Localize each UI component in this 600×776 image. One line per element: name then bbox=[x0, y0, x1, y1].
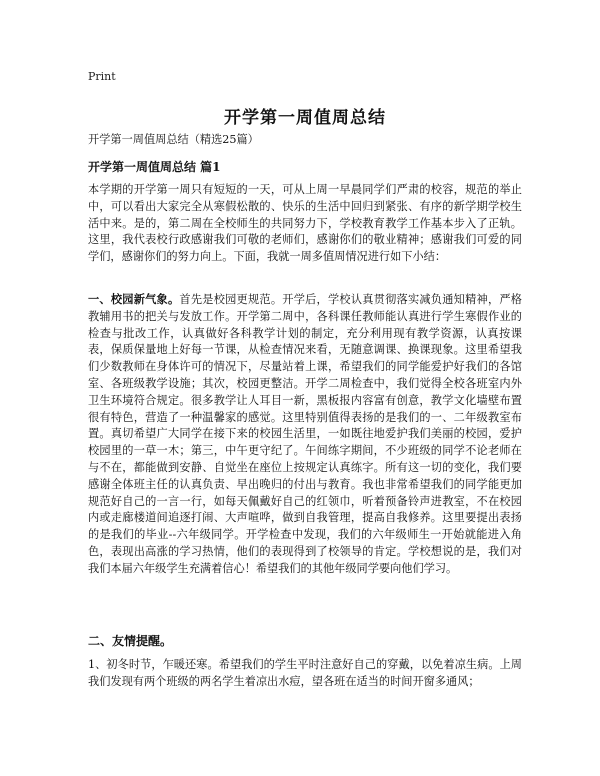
print-link[interactable]: Print bbox=[88, 70, 116, 83]
intro-paragraph: 本学期的开学第一周只有短短的一天，可从上周一早晨同学们严肃的校容，规范的举止中，可以看出大家完全从寒假松散的、快乐的生活中回归到紧张、有序的新学期学校生活中来。是的，第二周在全校师生的共同努力下，学校教育教学工作基本步入了正轨。这里，我代表校行政感谢我们可敬的老师们，感谢你们的敬业精神；感谢我们可爱的同学们，感谢你们的努力向上。下面，我就一周多值周情况进行如下小结： bbox=[88, 183, 522, 264]
item1-paragraph bbox=[88, 291, 522, 578]
item2-heading: 二、友情提醒。 bbox=[88, 634, 173, 648]
page-title: 开学第一周值周总结 bbox=[224, 108, 386, 128]
section-heading: 开学第一周值周总结 篇1 bbox=[88, 160, 221, 174]
item1-heading: 一、校园新气象。 bbox=[88, 292, 180, 306]
document-subtitle: 开学第一周值周总结（精选25篇） bbox=[88, 133, 259, 146]
item1-body: 首先是校园更规范。开学后，学校认真贯彻落实减负通知精神，严格教辅用书的把关与发放工作。开学第二周中，各科课任教师能认真进行学生寒假作业的检查与批改工作，认真做好各科教学计划的制定，充分利用现有教学资源，认真按课表，保质保量地上好每一节课，从检查情况来看，无随意调课、换课现象。这里希望我们少数教师在身体许可的情况下，尽量站着上课，希望我们的同学能爱护好我们的各馆室、各班级教学设施；其次，校园更整洁。开学二周检查中，我们觉得全校各班室内外卫生环境符合规定。很多教学让人耳目一新，黑板报内容富有创意，教学文化墙壁布置很有特色，营造了一种温馨家的感觉。这里特别值得表扬的是我们的一、二年级教室布置。真切希望广大同学在接下来的校园生活里，一如既往地爱护我们美丽的校园，爱护校园里的一草一木；第三，中午更守纪了。午间练字期间，不少班级的同学不论老师在与不在，都能做到安静、自觉坐在座位上按规定认真练字。所有这一切的变化，我们要感谢全体班主任的认真负责、早出晚归的付出与教育。我也非常希望我们的同学能更加规范好自己的一言一行，如每天佩戴好自己的红领巾，听着预备铃声进教室，不在校园内或走廊楼道间追逐打闹、大声喧哗，做到自我管理，提高自我修养。这里要提出表扬的是我们的毕业--六年级同学。开学检查中发现，我们的六年级师生一开始就能进入角色，表现出高涨的学习热情，他们的表现得到了校领导的肯定。学校想说的是，我们对我们本届六年级学生充满着信心！希望我们的其他年级同学要向他们学习。 bbox=[88, 293, 522, 575]
item2-paragraph: 1、初冬时节，乍暖还寒。希望我们的学生平时注意好自己的穿戴，以免着凉生病。上周我们发现有两个班级的两名学生着凉出水痘，望各班在适当的时间开窗多通风； bbox=[88, 658, 522, 688]
